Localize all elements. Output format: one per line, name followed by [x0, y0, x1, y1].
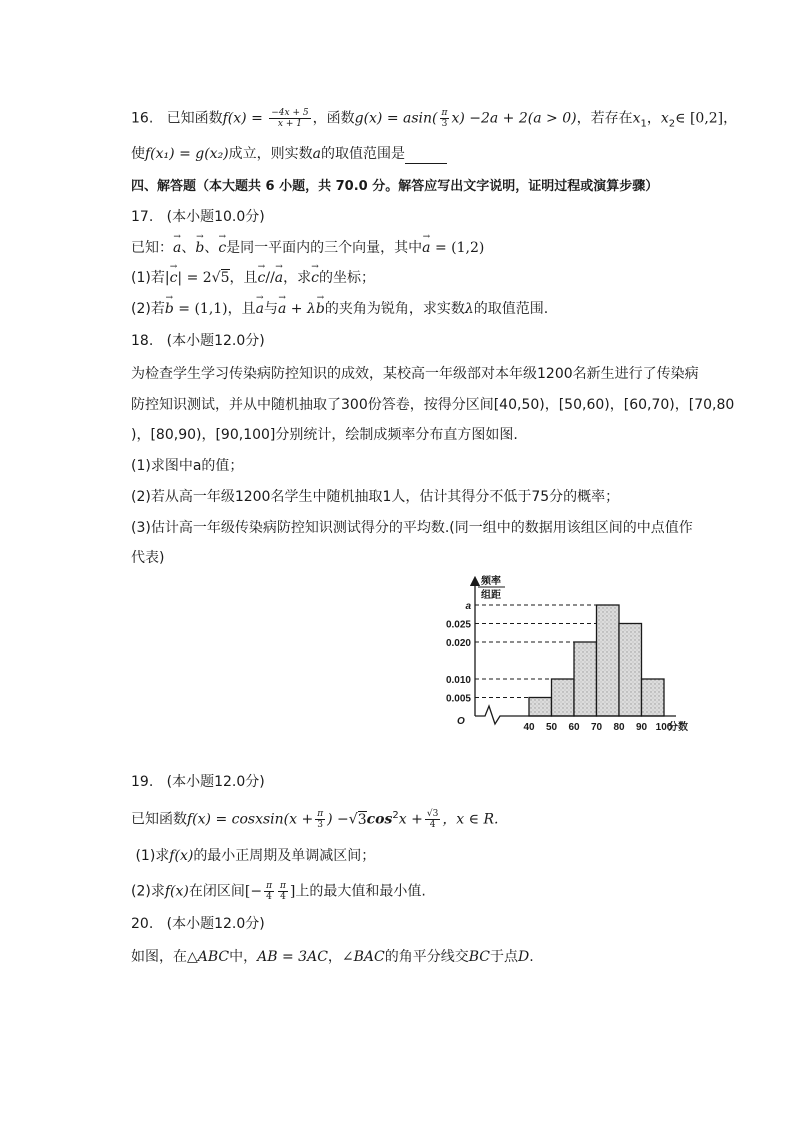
- q16-line2: 使f(x₁) = g(x₂)成立，则实数a的取值范围是: [131, 144, 447, 164]
- x-axis-label: 分数: [668, 722, 688, 733]
- q19-part1: (1)求f(x)的最小正周期及单调减区间；: [135, 848, 376, 864]
- answer-blank[interactable]: [405, 149, 447, 164]
- histogram-bar-5: [642, 679, 665, 716]
- y-tick-label-4: a: [465, 601, 471, 612]
- q19-line1: 已知函数f(x) = cosxsin(x + $\frac{\pi}{3}$ ) $-√3\cos^2x$ + $\frac{√3}{4}$ ，x ∈ R.: [131, 809, 499, 831]
- q19-part2: (2)求f(x)在闭区间[− $\frac{\pi}{4}$ $\frac{\pi}{4}$ ]上的最大值和最小值.: [131, 881, 426, 902]
- q17-line1: 已知：→ a、→ b、→ c是同一平面内的三个向量，其中→ a = (1,2): [131, 238, 484, 258]
- q16-line1: 16. 已知函数f(x) = $\frac{-4x + 5}{x + 1}$ ，函数g(x) = asin( $\frac{\pi}{3}$ x) −2a + 2(a > 0)，若存在$x_1$，$x_2\in$ [0,2]，: [131, 108, 738, 130]
- x-tick-label-1: 50: [545, 722, 558, 733]
- q20-line1: 如图，在△ABC中，AB = 3AC，∠BAC的角平分线交BC于点D.: [131, 949, 534, 965]
- x-tick-label-0: 40: [523, 722, 535, 733]
- histogram-bar-0: [529, 698, 552, 717]
- q18-part3: (3)估计高一年级传染病防控知识测试得分的平均数.(同一组中的数据用该组区间的中点值作: [131, 520, 693, 536]
- histogram-bar-4: [619, 624, 642, 717]
- histogram-bar-1: [552, 679, 575, 716]
- frequency-histogram: [430, 575, 700, 740]
- y-label-top: 频率: [481, 576, 501, 587]
- q20-header: 20. (本小题12.0分): [131, 916, 265, 932]
- x-tick-label-2: 60: [568, 722, 580, 733]
- histogram-bar-2: [574, 642, 597, 716]
- q17-header: 17. (本小题10.0分): [131, 209, 265, 225]
- q17-part2: (2)若→ b = (1,1)，且→ a与→ a + λ→ b的夹角为锐角，求实数λ的取值范围.: [131, 299, 548, 319]
- section-heading: 四、解答题（本大题共 6 小题，共 70.0 分。解答应写出文字说明，证明过程或演算步骤）: [131, 179, 659, 194]
- q18-header: 18. (本小题12.0分): [131, 333, 265, 349]
- y-tick-label-3: 0.025: [445, 619, 471, 631]
- y-tick-label-1: 0.010: [445, 675, 471, 686]
- q18-text-2: 防控知识测试，并从中随机抽取了300份答卷，按得分区间[40,50)，[50,60)，[60,70)，[70,80: [131, 397, 735, 413]
- q19-header: 19. (本小题12.0分): [131, 774, 265, 790]
- y-tick-label-2: 0.020: [445, 638, 471, 649]
- y-tick-label-0: 0.005: [445, 693, 471, 705]
- x-tick-label-3: 70: [590, 722, 603, 733]
- f-fraction: $\frac{-4x + 5}{x + 1}$: [271, 108, 309, 129]
- q18-text-3: )，[80,90)，[90,100]分别统计，绘制成频率分布直方图如图.: [131, 427, 518, 443]
- q17-part1: (1)若|→ c| = 2√5，且→ c//→ a，求→ c的坐标；: [131, 268, 375, 288]
- q18-text-1: 为检查学生学习传染病防控知识的成效，某校高一年级部对本年级1200名新生进行了传染病: [131, 366, 699, 382]
- x-tick-label-4: 80: [613, 722, 625, 733]
- x-tick-label-5: 90: [635, 722, 648, 733]
- origin-label: O: [457, 716, 465, 727]
- x-tick-label-6: 100: [655, 722, 673, 733]
- q18-part3-cont: 代表): [131, 550, 165, 566]
- q18-part1: (1)求图中a的值；: [131, 458, 244, 474]
- q16-number: 16.: [131, 110, 154, 127]
- y-label-bottom: 组距: [481, 590, 501, 601]
- q18-part2: (2)若从高一年级1200名学生中随机抽取1人，估计其得分不低于75分的概率；: [131, 489, 620, 505]
- histogram-bar-3: [597, 605, 620, 716]
